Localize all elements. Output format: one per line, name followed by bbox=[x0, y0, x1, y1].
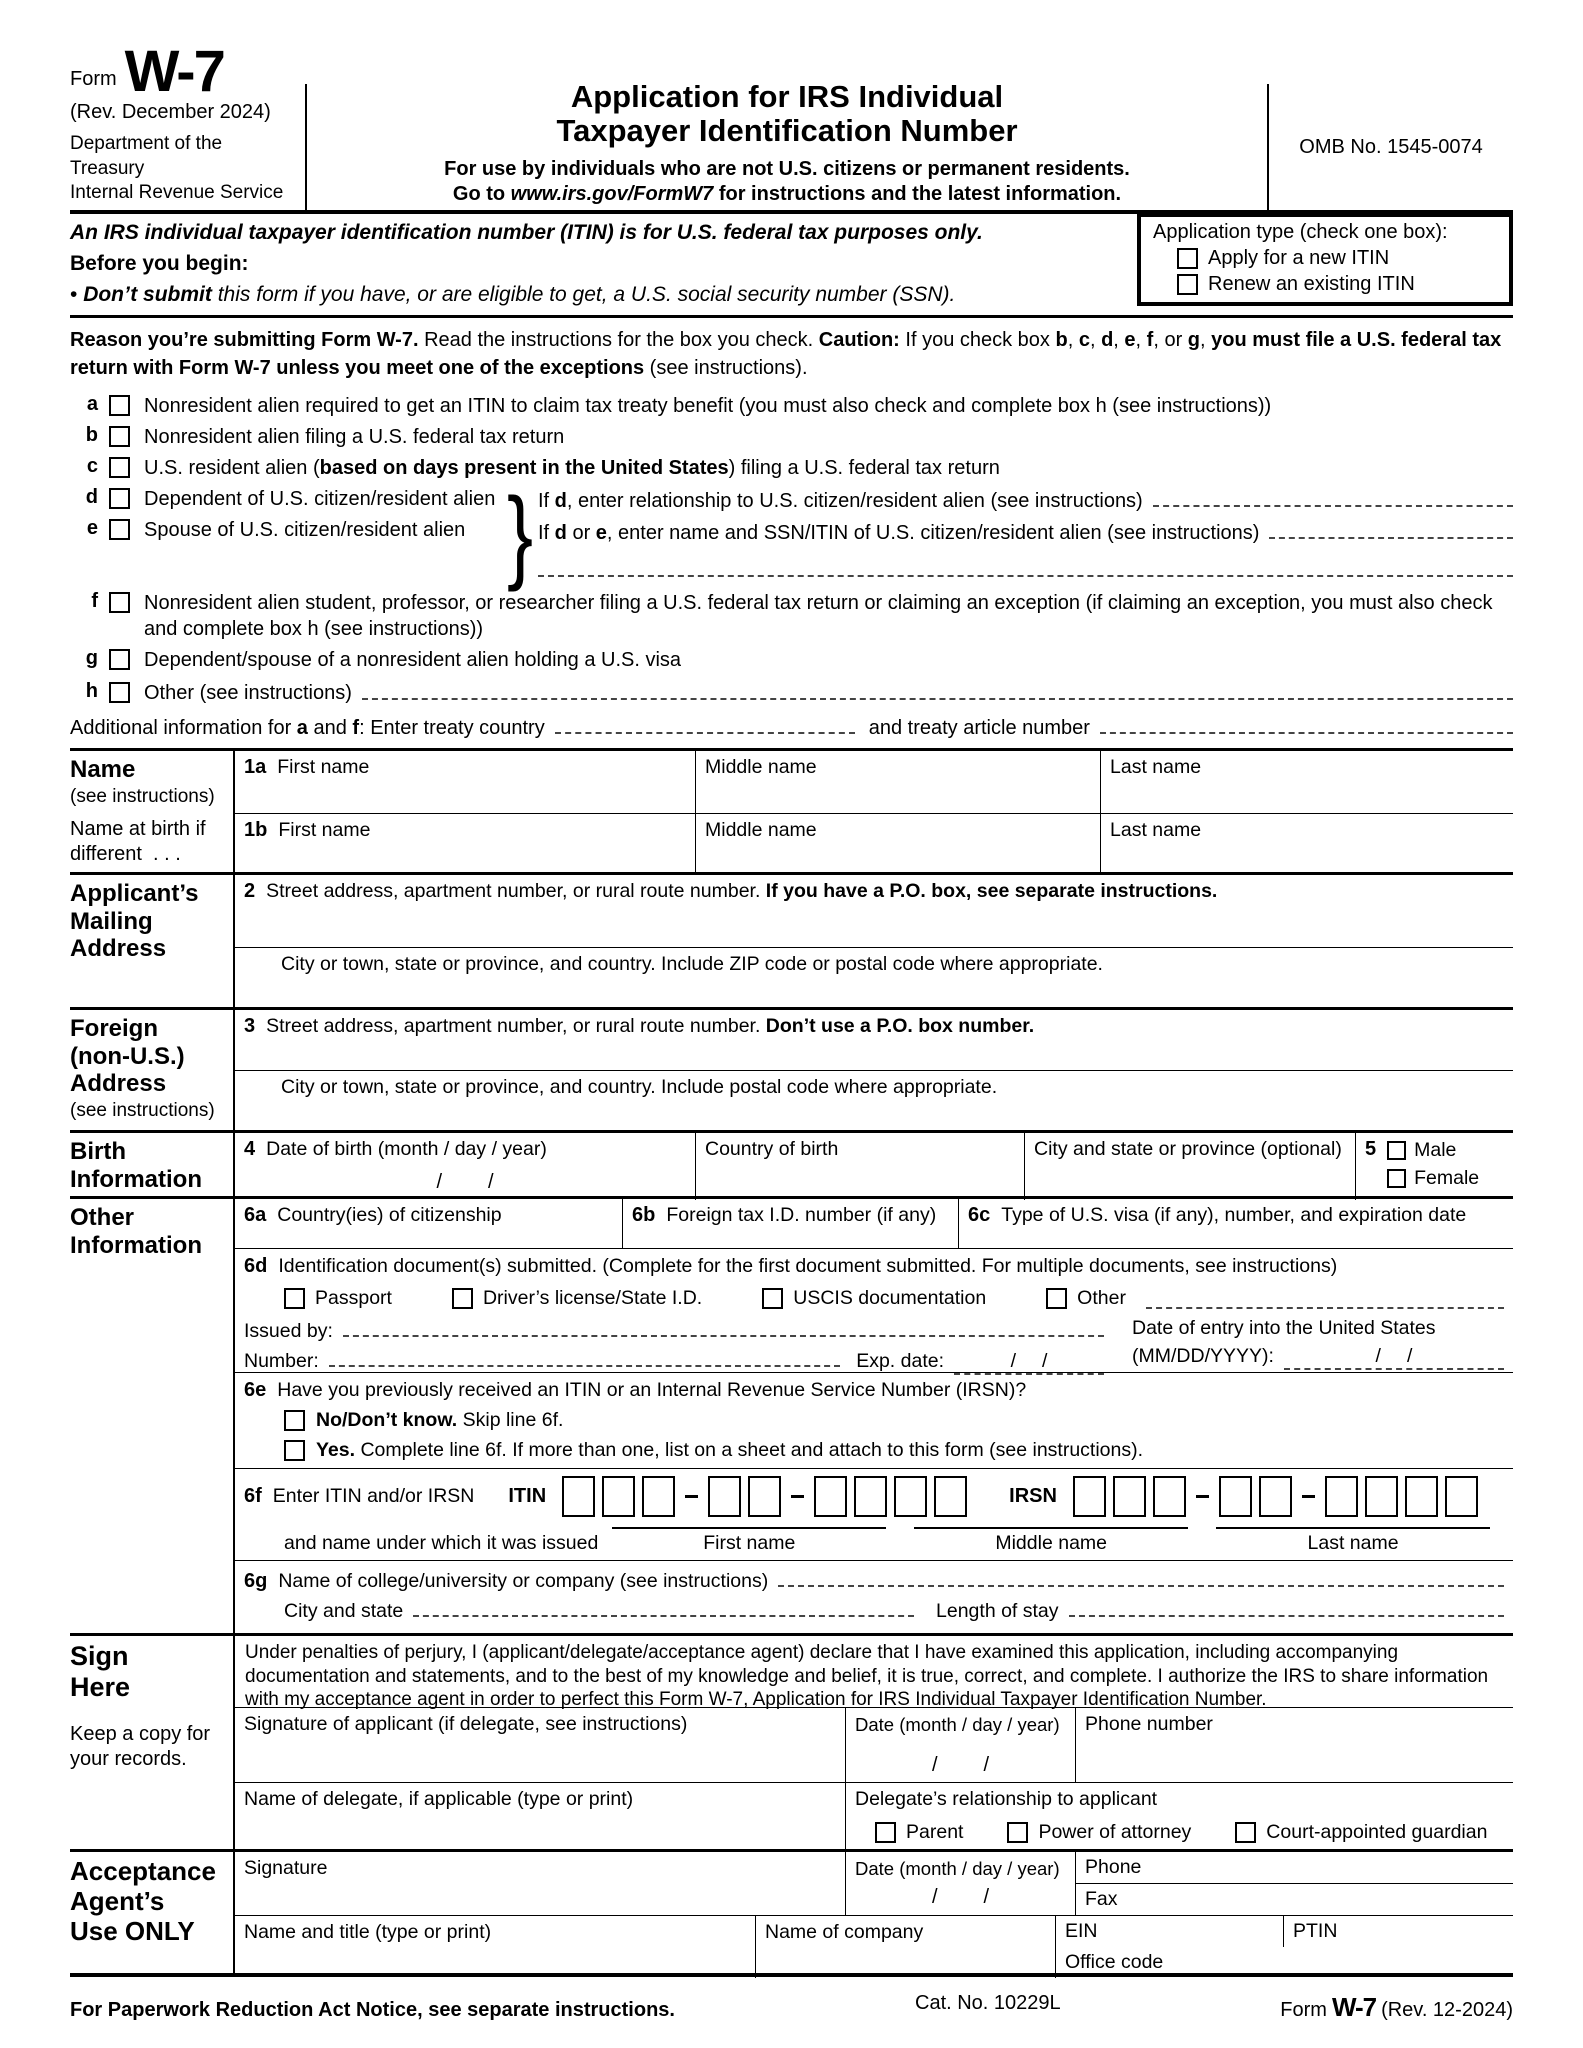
renew-itin-label: Renew an existing ITIN bbox=[1208, 273, 1415, 295]
itin-irsn-row bbox=[235, 1468, 1513, 1560]
agent-ein-ptin-cell bbox=[1055, 1916, 1513, 1978]
reason-row-d bbox=[70, 486, 502, 517]
itin-digit-boxes[interactable] bbox=[562, 1476, 967, 1517]
reason-checkbox-f[interactable] bbox=[109, 592, 130, 613]
issued-first-name-field[interactable] bbox=[612, 1525, 886, 1555]
middle-name-1a-label: Middle name bbox=[705, 756, 817, 778]
foreign-label-3: Address bbox=[70, 1070, 167, 1098]
reason-letter-g: g bbox=[85, 647, 98, 669]
agent-fax-label: Fax bbox=[1085, 1888, 1118, 1910]
college-company-label: Name of college/university or company (see instructions) bbox=[278, 1570, 769, 1592]
delegate-relationship-field bbox=[845, 1783, 1513, 1849]
agency-label: Internal Revenue Service bbox=[70, 182, 284, 204]
signature-date-label: Date (month / day / year) bbox=[855, 1714, 1060, 1735]
country-of-birth-field[interactable] bbox=[695, 1133, 1024, 1200]
agent-office-code-label: Office code bbox=[1065, 1951, 1164, 1973]
dob-slash-1: / bbox=[436, 1171, 442, 1193]
reason-row-c bbox=[70, 455, 1513, 486]
agent-fax-field[interactable] bbox=[1076, 1883, 1513, 1915]
entry-slash-2: / bbox=[1406, 1345, 1413, 1367]
date-of-entry-label: Date of entry into the United States bbox=[1132, 1317, 1436, 1339]
reason-checkbox-list bbox=[70, 393, 1513, 746]
yes-label: Yes. Complete line 6f. If more than one, list on a sheet and attach to this form (see instructions). bbox=[316, 1439, 1144, 1461]
department-label: Department of the Treasury bbox=[70, 132, 223, 179]
reason-row-f bbox=[70, 590, 1513, 642]
first-name-1b-field[interactable] bbox=[235, 814, 695, 872]
passport-checkbox[interactable] bbox=[284, 1288, 305, 1309]
name-ssn-de-label: If d or e, enter name and SSN/ITIN of U.S. citizen/resident alien (see instructions) bbox=[538, 522, 1260, 544]
date-of-birth-field[interactable] bbox=[235, 1133, 695, 1200]
line-2-number: 2 bbox=[244, 880, 256, 902]
issued-middle-name-label: Middle name bbox=[995, 1532, 1107, 1554]
phone-number-label: Phone number bbox=[1085, 1713, 1213, 1735]
mailing-label-1: Applicant’s bbox=[70, 880, 199, 907]
sign-label-2: Here bbox=[70, 1672, 131, 1703]
keep-copy-label-2: your records. bbox=[70, 1748, 187, 1770]
line-6d-number: 6d bbox=[244, 1255, 268, 1277]
renew-itin-checkbox[interactable] bbox=[1177, 274, 1198, 295]
mailing-city-label: City or town, state or province, and country. Include ZIP code or postal code where appropriate. bbox=[281, 953, 1103, 975]
reason-label-a: Nonresident alien required to get an ITIN to claim tax treaty benefit (you must also check and complete box h (see instructions)) bbox=[144, 395, 1272, 417]
dont-submit-note: • Don’t submit this form if you have, or are eligible to get, a U.S. social security number (SSN). bbox=[70, 283, 956, 306]
agent-ptin-label: PTIN bbox=[1293, 1920, 1338, 1942]
agent-office-code-field[interactable] bbox=[1056, 1947, 1513, 1978]
irsn-hyphen-2 bbox=[1302, 1495, 1315, 1498]
other-reason-entry-line[interactable] bbox=[362, 680, 1513, 700]
reason-label-e: Spouse of U.S. citizen/resident alien bbox=[144, 519, 466, 541]
treaty-country-entry-line[interactable] bbox=[555, 714, 855, 734]
line-1a-number: 1a bbox=[244, 756, 267, 778]
female-checkbox[interactable] bbox=[1387, 1169, 1406, 1188]
foreign-street-field[interactable] bbox=[235, 1010, 1513, 1070]
name-section-title: Name bbox=[70, 756, 136, 783]
applicant-signature-label: Signature of applicant (if delegate, see instructions) bbox=[244, 1713, 688, 1735]
form-title-line1: Application for IRS Individual bbox=[570, 78, 1004, 114]
city-state-of-birth-field[interactable] bbox=[1024, 1133, 1355, 1200]
exp-slash-1: / bbox=[1010, 1350, 1016, 1372]
middle-name-1b-label: Middle name bbox=[705, 819, 817, 841]
line-6f-number: 6f bbox=[244, 1485, 262, 1507]
omb-number: OMB No. 1545-0074 bbox=[1299, 135, 1483, 158]
agent-label-3: Use ONLY bbox=[70, 1915, 195, 1946]
application-type-box bbox=[1137, 213, 1513, 306]
document-number-entry-line[interactable] bbox=[329, 1347, 840, 1367]
form-id-block bbox=[70, 38, 307, 210]
reason-checkbox-g[interactable] bbox=[109, 649, 130, 670]
treaty-article-label: and treaty article number bbox=[868, 717, 1090, 739]
date-of-entry-format-label: (MM/DD/YYYY): bbox=[1132, 1345, 1274, 1367]
no-dont-know-label: No/Don’t know. Skip line 6f. bbox=[316, 1409, 564, 1431]
exp-slash-2: / bbox=[1042, 1350, 1048, 1372]
reason-label-d: Dependent of U.S. citizen/resident alien bbox=[144, 488, 496, 510]
form-revision: (Rev. December 2024) bbox=[70, 100, 271, 123]
brace-glyph: } bbox=[506, 477, 534, 593]
sex-field bbox=[1355, 1133, 1513, 1200]
reason-letter-c: c bbox=[86, 455, 98, 477]
mailing-street-field[interactable] bbox=[235, 875, 1513, 947]
no-dont-know-checkbox[interactable] bbox=[284, 1410, 305, 1431]
city-and-state-label: City and state bbox=[284, 1600, 404, 1622]
uscis-doc-label: USCIS documentation bbox=[793, 1287, 987, 1309]
agent-phone-fax-cell bbox=[1075, 1852, 1513, 1915]
citizenship-label: Country(ies) of citizenship bbox=[277, 1204, 502, 1226]
first-name-1a-field[interactable] bbox=[235, 751, 695, 813]
parent-checkbox[interactable] bbox=[875, 1822, 896, 1843]
agent-label-1: Acceptance bbox=[70, 1856, 216, 1886]
signature-date-field[interactable] bbox=[845, 1708, 1075, 1782]
agent-date-field[interactable] bbox=[845, 1852, 1075, 1915]
length-of-stay-entry-line[interactable] bbox=[1069, 1597, 1504, 1617]
reason-rows-d-e bbox=[70, 477, 1513, 593]
birth-label-1: Birth bbox=[70, 1138, 126, 1165]
footer-revision: (Rev. 12-2024) bbox=[1381, 1999, 1513, 2021]
last-name-1a-field[interactable] bbox=[1100, 751, 1513, 813]
reason-letter-a: a bbox=[86, 393, 98, 415]
agent-date-slash-1: / bbox=[931, 1886, 938, 1908]
reason-checkbox-h[interactable] bbox=[109, 682, 130, 703]
agent-ptin-field[interactable] bbox=[1284, 1916, 1513, 1947]
itin-hyphen-1 bbox=[685, 1495, 698, 1498]
form-header bbox=[70, 38, 1513, 214]
city-and-state-entry-line[interactable] bbox=[413, 1597, 914, 1617]
itin-hyphen-2 bbox=[791, 1495, 804, 1498]
keep-copy-label-1: Keep a copy for bbox=[70, 1723, 211, 1745]
name-issued-label: and name under which it was issued bbox=[284, 1532, 599, 1554]
name-at-birth-label-1: Name at birth if bbox=[70, 818, 206, 840]
sign-label-1: Sign bbox=[70, 1641, 129, 1671]
form-subtitle: For use by individuals who are not U.S. citizens or permanent residents. bbox=[444, 158, 1130, 180]
drivers-license-checkbox[interactable] bbox=[452, 1288, 473, 1309]
line-6a-number: 6a bbox=[244, 1204, 267, 1226]
issued-by-entry-line[interactable] bbox=[343, 1317, 1104, 1337]
previous-itin-row bbox=[235, 1372, 1513, 1468]
name-ssn-de-entry-line[interactable] bbox=[1269, 519, 1513, 539]
length-of-stay-label: Length of stay bbox=[936, 1600, 1059, 1622]
court-guardian-label: Court-appointed guardian bbox=[1266, 1821, 1488, 1843]
line-6b-number: 6b bbox=[632, 1204, 656, 1226]
sign-here-section bbox=[70, 1633, 1513, 1849]
reason-row-h bbox=[70, 680, 1513, 711]
name-section bbox=[70, 748, 1513, 872]
application-type-label: Application type (check one box): bbox=[1153, 221, 1448, 243]
form-number: W-7 bbox=[124, 38, 224, 104]
reason-label-h: Other (see instructions) bbox=[144, 682, 352, 704]
relationship-d-entry-line[interactable] bbox=[1153, 487, 1513, 507]
name-section-subtitle: (see instructions) bbox=[70, 785, 215, 807]
power-of-attorney-checkbox[interactable] bbox=[1007, 1822, 1028, 1843]
agent-date-label: Date (month / day / year) bbox=[855, 1858, 1060, 1879]
power-of-attorney-label: Power of attorney bbox=[1038, 1821, 1192, 1843]
foreign-city-field[interactable] bbox=[235, 1071, 1513, 1130]
sig-date-slash-2: / bbox=[983, 1754, 990, 1776]
catalog-number: Cat. No. 10229L bbox=[915, 1992, 1061, 2014]
irsn-group-label: IRSN bbox=[1009, 1485, 1057, 1507]
page-footer bbox=[70, 1992, 1513, 2023]
issued-by-label: Issued by: bbox=[244, 1320, 333, 1342]
reason-letter-h: h bbox=[85, 680, 98, 702]
uscis-doc-checkbox[interactable] bbox=[762, 1288, 783, 1309]
delegate-name-label: Name of delegate, if applicable (type or print) bbox=[244, 1788, 634, 1810]
yes-checkbox[interactable] bbox=[284, 1440, 305, 1461]
relationship-d-label: If d, enter relationship to U.S. citizen/resident alien (see instructions) bbox=[538, 490, 1143, 512]
birth-information-section bbox=[70, 1130, 1513, 1196]
issued-middle-name-field[interactable] bbox=[914, 1525, 1188, 1555]
reason-checkbox-e[interactable] bbox=[109, 519, 130, 540]
passport-label: Passport bbox=[315, 1287, 392, 1309]
court-guardian-checkbox[interactable] bbox=[1235, 1822, 1256, 1843]
agent-ein-field[interactable] bbox=[1056, 1916, 1284, 1947]
foreign-label-1: Foreign bbox=[70, 1015, 158, 1042]
visa-type-label: Type of U.S. visa (if any), number, and expiration date bbox=[1001, 1204, 1467, 1226]
agent-name-title-label: Name and title (type or print) bbox=[244, 1921, 492, 1943]
citizenship-field[interactable] bbox=[235, 1199, 622, 1248]
reason-instructions: Reason you’re submitting Form W-7. Read the instructions for the box you check. Caution: If you check box b, c, d, e, f, or g, you must file a U.S. federal tax return with Form W-7 unless you meet one of the exceptions (see instructions). bbox=[70, 329, 1502, 379]
reason-label-c: U.S. resident alien (based on days present in the United States) filing a U.S. federal tax return bbox=[144, 457, 1000, 479]
footer-form-number: W-7 bbox=[1331, 1992, 1377, 2022]
reason-letter-b: b bbox=[85, 424, 98, 446]
issued-last-name-field[interactable] bbox=[1216, 1525, 1490, 1555]
reason-label-b: Nonresident alien filing a U.S. federal tax return bbox=[144, 426, 565, 448]
additional-info-label: Additional information for a and f: Enter treaty country bbox=[70, 717, 545, 739]
phone-number-field[interactable] bbox=[1075, 1708, 1513, 1782]
form-body-table bbox=[70, 748, 1513, 1977]
foreign-street-label: Street address, apartment number, or rural route number. Don’t use a P.O. box number. bbox=[266, 1015, 1035, 1037]
issued-first-name-label: First name bbox=[703, 1532, 796, 1554]
additional-info-line bbox=[70, 714, 1513, 746]
country-of-birth-label: Country of birth bbox=[705, 1138, 839, 1160]
agent-phone-label: Phone bbox=[1085, 1856, 1142, 1878]
reason-checkbox-c[interactable] bbox=[109, 457, 130, 478]
foreign-section-subtitle: (see instructions) bbox=[70, 1099, 215, 1121]
form-goto-line: Go to www.irs.gov/FormW7 for instructions and the latest information. bbox=[452, 183, 1122, 205]
female-label: Female bbox=[1414, 1167, 1480, 1189]
agent-phone-field[interactable] bbox=[1076, 1852, 1513, 1883]
reason-label-f: Nonresident alien student, professor, or researcher filing a U.S. federal tax return or claiming an exception (if claiming an exception, you must also check and complete box h (see instructions)) bbox=[144, 592, 1493, 640]
reason-row-a bbox=[70, 393, 1513, 424]
intro-section bbox=[70, 214, 1513, 318]
reason-checkbox-b[interactable] bbox=[109, 426, 130, 447]
agent-company-label: Name of company bbox=[765, 1921, 924, 1943]
line-4-number: 4 bbox=[244, 1138, 256, 1160]
delegate-name-field[interactable] bbox=[235, 1783, 845, 1849]
agent-label-2: Agent’s bbox=[70, 1885, 165, 1916]
mailing-city-field[interactable] bbox=[235, 948, 1513, 1007]
dob-slash-2: / bbox=[488, 1171, 494, 1193]
mailing-label-3: Address bbox=[70, 935, 167, 963]
city-state-of-birth-label: City and state or province (optional) bbox=[1034, 1138, 1342, 1160]
first-name-1b-label: First name bbox=[278, 819, 371, 841]
birth-label-2: Information bbox=[70, 1165, 202, 1193]
reason-row-b bbox=[70, 424, 1513, 455]
before-you-begin-label: Before you begin: bbox=[70, 252, 249, 275]
irsn-digit-boxes[interactable] bbox=[1073, 1476, 1478, 1517]
foreign-label-2: (non-U.S.) bbox=[70, 1042, 185, 1070]
enter-itin-irsn-label: Enter ITIN and/or IRSN bbox=[272, 1485, 475, 1507]
foreign-address-section bbox=[70, 1007, 1513, 1130]
male-checkbox[interactable] bbox=[1387, 1141, 1406, 1160]
college-company-entry-line[interactable] bbox=[778, 1567, 1504, 1587]
reason-row-g bbox=[70, 647, 1513, 678]
agent-date-slash-2: / bbox=[983, 1886, 990, 1908]
form-title-block bbox=[307, 78, 1267, 210]
reason-letter-f: f bbox=[91, 590, 98, 612]
male-label: Male bbox=[1414, 1139, 1457, 1161]
apply-new-itin-checkbox[interactable] bbox=[1177, 248, 1198, 269]
id-documents-row bbox=[235, 1248, 1513, 1372]
drivers-license-label: Driver’s license/State I.D. bbox=[482, 1287, 703, 1309]
mailing-address-section bbox=[70, 872, 1513, 1007]
reason-checkbox-d[interactable] bbox=[109, 488, 130, 509]
perjury-statement: Under penalties of perjury, I (applicant/delegate/acceptance agent) declare that I have examined this application, including accompanying documentation and statements, and to the best of my knowledge and belief, it is true, correct, and complete. I authorize the IRS to share information with my acceptance agent in order to perfect this Form W-7, Application for IRS Individual Taxpayer Identification Number. bbox=[245, 1642, 1489, 1710]
form-word: Form bbox=[70, 67, 117, 90]
acceptance-agent-section bbox=[70, 1849, 1513, 1973]
last-name-1b-field[interactable] bbox=[1100, 814, 1513, 872]
foreign-tax-id-label: Foreign tax I.D. number (if any) bbox=[666, 1204, 937, 1226]
parent-label: Parent bbox=[906, 1821, 964, 1843]
agent-signature-label: Signature bbox=[244, 1857, 328, 1879]
foreign-tax-id-field[interactable] bbox=[622, 1199, 958, 1248]
name-at-birth-label-2: different . . . bbox=[70, 843, 181, 865]
footer-form-word: Form bbox=[1280, 1999, 1327, 2021]
mailing-label-2: Mailing bbox=[70, 907, 153, 935]
treaty-article-entry-line[interactable] bbox=[1100, 714, 1513, 734]
exp-date-label: Exp. date: bbox=[856, 1350, 944, 1372]
line-1b-number: 1b bbox=[244, 819, 268, 841]
previous-itin-question: Have you previously received an ITIN or an Internal Revenue Service Number (IRSN)? bbox=[277, 1379, 1027, 1401]
apply-new-itin-label: Apply for a new ITIN bbox=[1208, 247, 1390, 269]
other-label-1: Other bbox=[70, 1204, 135, 1231]
other-doc-label: Other bbox=[1077, 1287, 1126, 1309]
visa-type-field[interactable] bbox=[958, 1199, 1513, 1248]
paperwork-notice: For Paperwork Reduction Act Notice, see separate instructions. bbox=[70, 1999, 675, 2021]
reason-letter-e: e bbox=[86, 517, 98, 539]
issued-last-name-label: Last name bbox=[1307, 1532, 1399, 1554]
id-documents-label: Identification document(s) submitted. (Complete for the first document submitted. For multiple documents, see instructions) bbox=[278, 1255, 1338, 1277]
middle-name-1b-field[interactable] bbox=[695, 814, 1100, 872]
agent-ein-label: EIN bbox=[1065, 1920, 1098, 1942]
line-5-number: 5 bbox=[1365, 1138, 1377, 1160]
other-label-2: Information bbox=[70, 1231, 202, 1259]
itin-group-label: ITIN bbox=[508, 1485, 547, 1507]
date-of-entry-entry-line[interactable] bbox=[1284, 1345, 1504, 1370]
form-title-line2: Taxpayer Identification Number bbox=[556, 113, 1018, 149]
line-3-number: 3 bbox=[244, 1015, 256, 1037]
sig-date-slash-1: / bbox=[931, 1754, 938, 1776]
document-number-label: Number: bbox=[244, 1350, 319, 1372]
entry-slash-1: / bbox=[1375, 1345, 1381, 1367]
itin-purpose-note: An IRS individual taxpayer identification number (ITIN) is for U.S. federal tax purposes only. bbox=[70, 221, 983, 244]
first-name-1a-label: First name bbox=[277, 756, 370, 778]
date-of-birth-label: Date of birth (month / day / year) bbox=[266, 1138, 547, 1160]
last-name-1b-label: Last name bbox=[1110, 819, 1202, 841]
foreign-city-label: City or town, state or province, and country. Include postal code where appropriate. bbox=[281, 1076, 998, 1098]
reason-checkbox-a[interactable] bbox=[109, 395, 130, 416]
reason-label-g: Dependent/spouse of a nonresident alien holding a U.S. visa bbox=[144, 649, 682, 671]
line-6e-number: 6e bbox=[244, 1379, 267, 1401]
irsn-hyphen-1 bbox=[1196, 1495, 1209, 1498]
mailing-street-label: Street address, apartment number, or rural route number. If you have a P.O. box, see separate instructions. bbox=[266, 880, 1218, 902]
applicant-signature-field[interactable] bbox=[235, 1708, 845, 1782]
reason-row-e bbox=[70, 517, 502, 548]
other-doc-entry-line[interactable] bbox=[1146, 1289, 1504, 1309]
agent-company-field[interactable] bbox=[755, 1916, 1055, 1978]
college-company-row bbox=[235, 1560, 1513, 1633]
line-6c-number: 6c bbox=[968, 1204, 991, 1226]
other-doc-checkbox[interactable] bbox=[1046, 1288, 1067, 1309]
middle-name-1a-field[interactable] bbox=[695, 751, 1100, 813]
other-information-section bbox=[70, 1196, 1513, 1633]
last-name-1a-label: Last name bbox=[1110, 756, 1202, 778]
delegate-relationship-label: Delegate’s relationship to applicant bbox=[855, 1788, 1158, 1810]
name-ssn-de-entry-line-2[interactable] bbox=[538, 557, 1513, 577]
agent-signature-field[interactable] bbox=[235, 1852, 845, 1915]
reason-letter-d: d bbox=[85, 486, 98, 508]
line-6g-number: 6g bbox=[244, 1570, 268, 1592]
agent-name-title-field[interactable] bbox=[235, 1916, 755, 1978]
